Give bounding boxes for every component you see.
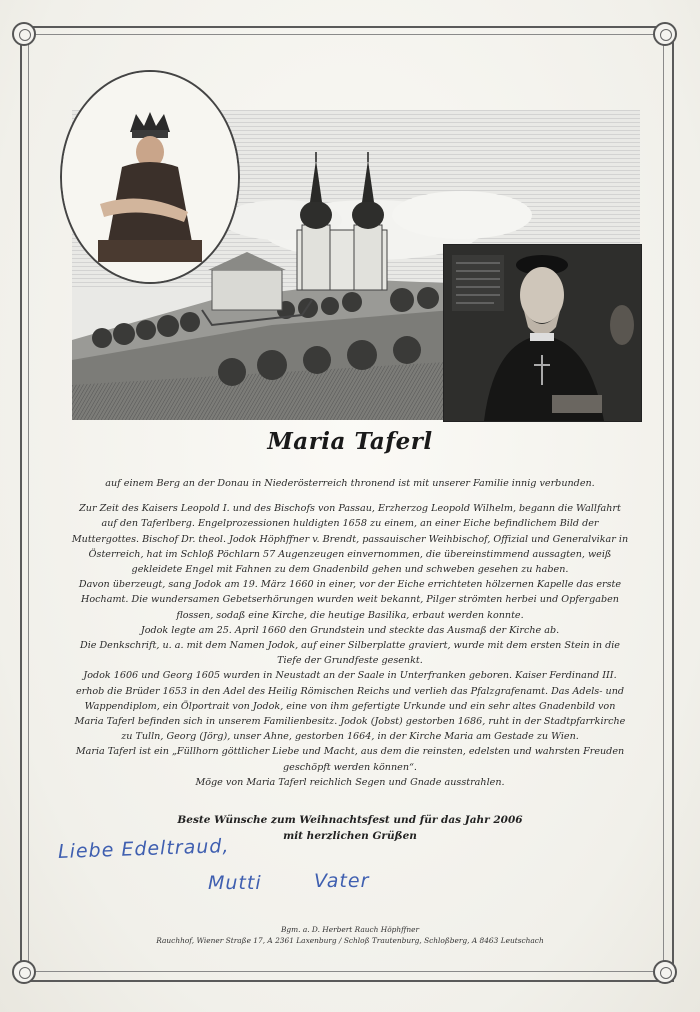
corner-ornament-bottom-right xyxy=(653,960,677,984)
handwritten-salutation: Liebe Edeltraud, xyxy=(57,835,230,863)
body-text xyxy=(70,476,630,790)
paragraph-7: Möge von Maria Taferl reichlich Segen und Gnade ausstrahlen. xyxy=(195,776,505,788)
intro-line: auf einem Berg an der Donau in Niederösterreich thronend ist mit unserer Familie innig verbunden. xyxy=(105,478,595,489)
corner-ornament-top-left xyxy=(12,22,36,46)
bishop-portrait-image xyxy=(443,244,642,422)
paragraph-4: Die Denkschrift, u. a. mit dem Namen Jodok, auf einer Silberplatte graviert, wurde mit dem ersten Stein in die Tiefe der Grundfeste gesenkt. xyxy=(80,640,620,667)
handwritten-signature-mutti: Mutti xyxy=(208,872,262,894)
paragraph-3: Jodok legte am 25. April 1660 den Grundstein und steckte das Ausmaß der Kirche ab. xyxy=(140,624,560,636)
pieta-statue-medallion xyxy=(60,70,240,284)
sender-address-footer xyxy=(0,924,700,946)
corner-ornament-bottom-left xyxy=(12,960,36,984)
corner-ornament-top-right xyxy=(653,22,677,46)
handwritten-signature-vater: Vater xyxy=(314,870,370,892)
paragraph-1: Zur Zeit des Kaisers Leopold I. und des Bischofs von Passau, Erzherzog Leopold Wilhelm, begann die Wallfahrt auf den Taferlberg. Engelprozessionen huldigten 1658 zu einem, an einer Eiche befindlichem Bild der Muttergottes. Bischof Dr. theol. Jodok Höphffner v. Brendt, passauischer Weihbischof, Offizial und Generalvikar in Österreich, hat im Schloß Pöchlarn 57 Augenzeugen einvernommen, die übereinstimmend aussagten, weiß gekleidete Engel mit Fahnen zu dem Gnadenbild gehen und schweben gesehen zu haben. xyxy=(71,503,629,576)
footer-sender-name: Bgm. a. D. Herbert Rauch Höphffner xyxy=(280,925,420,934)
page-title: Maria Taferl xyxy=(267,428,433,455)
footer-addresses: Rauchhof, Wiener Straße 17, A 2361 Laxenburg / Schloß Trautenburg, Schloßberg, A 8463 Leutschach xyxy=(156,936,544,945)
greeting-line-2: mit herzlichen Grüßen xyxy=(283,830,417,842)
greeting-line-1: Beste Wünsche zum Weihnachtsfest und für das Jahr 2006 xyxy=(177,814,523,826)
paragraph-6: Maria Taferl ist ein „Füllhorn göttlicher Liebe und Macht, aus dem die reinsten, edelsten und wahrsten Freuden geschöpft werden können“. xyxy=(75,746,625,773)
paragraph-2: Davon überzeugt, sang Jodok am 19. März 1660 in einer, vor der Eiche errichteten hölzernen Kapelle das erste Hochamt. Die wundersamen Gebetserhörungen wurden weit bekannt, Pilger strömten herbei und Opfergaben flossen, sodaß eine Kirche, die heutige Basilika, erbaut werden konnte. xyxy=(78,579,622,621)
paragraph-5: Jodok 1606 und Georg 1605 wurden in Neustadt an der Saale in Unterfranken geboren. Kaiser Ferdinand III. erhob die Brüder 1653 in den Adel des Heilig Römischen Reichs und verlieh das Pfalzgrafenamt. Das Adels- und Wappendiplom, ein Ölportrait von Jodok, eine von ihm gefertigte Urkunde und ein sehr altes Gnadenbild von Maria Taferl befinden sich in unserem Familienbesitz. Jodok (Jobst) gestorben 1686, ruht in der Stadtpfarrkirche zu Tulln, Georg (Jörg), unser Ahne, gestorben 1664, in der Kirche Maria am Gestade zu Wien. xyxy=(74,670,626,743)
